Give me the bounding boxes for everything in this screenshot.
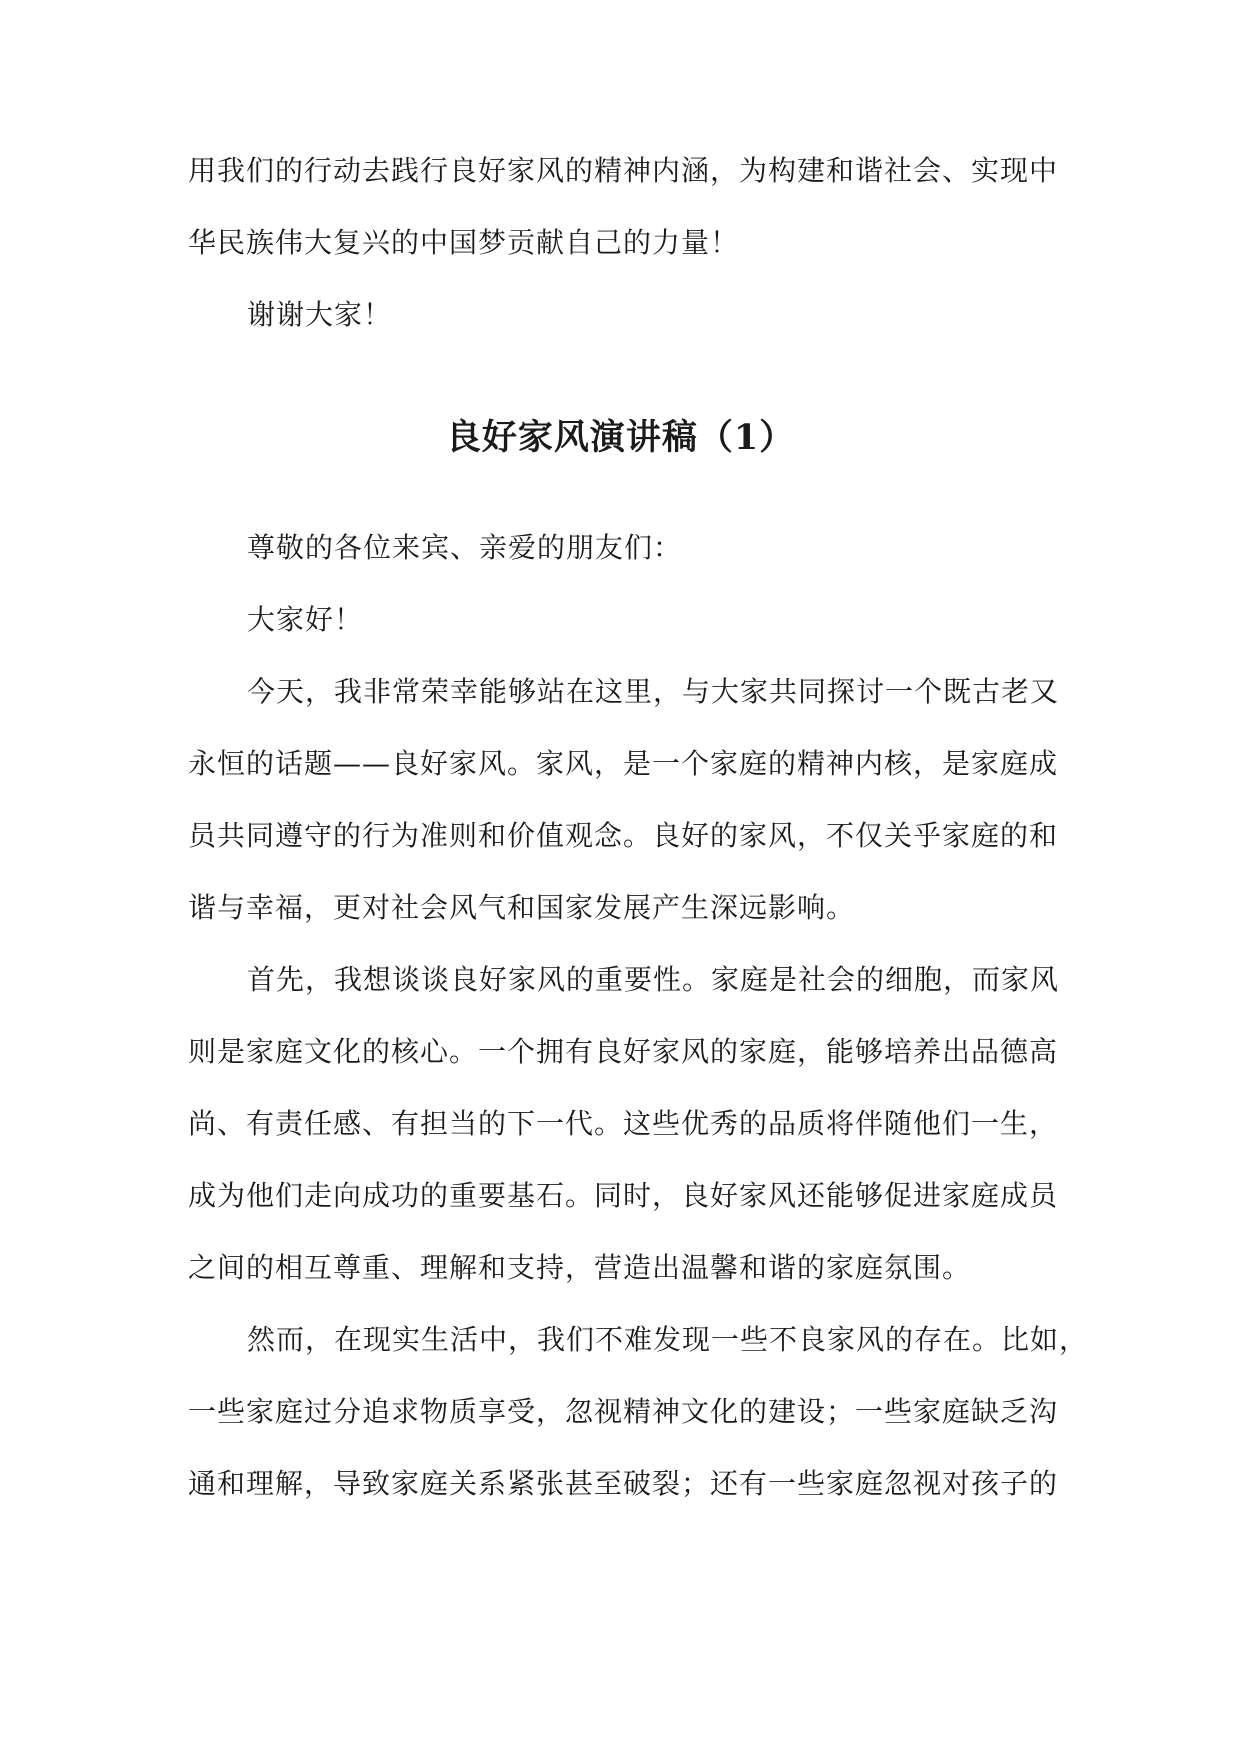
paragraph-line: 尊敬的各位来宾、亲爱的朋友们： <box>247 531 683 564</box>
paragraph-line: 尚、有责任感、有担当的下一代。这些优秀的品质将伴随他们一生， <box>188 1107 1059 1140</box>
paragraph-line: 一些家庭过分追求物质享受，忽视精神文化的建设；一些家庭缺乏沟 <box>188 1395 1059 1428</box>
paragraph-line: 首先，我想谈谈良好家风的重要性。家庭是社会的细胞，而家风 <box>247 963 1060 996</box>
document-title: 良好家风演讲稿（1） <box>445 417 796 458</box>
paragraph-line: 今天，我非常荣幸能够站在这里，与大家共同探讨一个既古老又 <box>247 675 1060 708</box>
paragraph-line: 成为他们走向成功的重要基石。同时，良好家风还能够促进家庭成员 <box>188 1179 1059 1212</box>
paragraph-line: 华民族伟大复兴的中国梦贡献自己的力量！ <box>188 226 740 259</box>
paragraph-line: 用我们的行动去践行良好家风的精神内涵，为构建和谐社会、实现中 <box>188 154 1059 187</box>
paragraph-line: 之间的相互尊重、理解和支持，营造出温馨和谐的家庭氛围。 <box>188 1251 972 1284</box>
paragraph-line: 谢谢大家！ <box>247 298 393 331</box>
paragraph-line: 然而，在现实生活中，我们不难发现一些不良家风的存在。比如， <box>247 1323 1089 1356</box>
paragraph-line: 谐与幸福，更对社会风气和国家发展产生深远影响。 <box>188 891 856 924</box>
paragraph-line: 大家好！ <box>247 603 364 636</box>
paragraph-line: 员共同遵守的行为准则和价值观念。良好的家风，不仅关乎家庭的和 <box>188 819 1059 852</box>
paragraph-line: 则是家庭文化的核心。一个拥有良好家风的家庭，能够培养出品德高 <box>188 1035 1059 1068</box>
paragraph-line: 永恒的话题——良好家风。家风，是一个家庭的精神内核，是家庭成 <box>188 747 1059 780</box>
paragraph-line: 通和理解，导致家庭关系紧张甚至破裂；还有一些家庭忽视对孩子的 <box>188 1467 1059 1500</box>
